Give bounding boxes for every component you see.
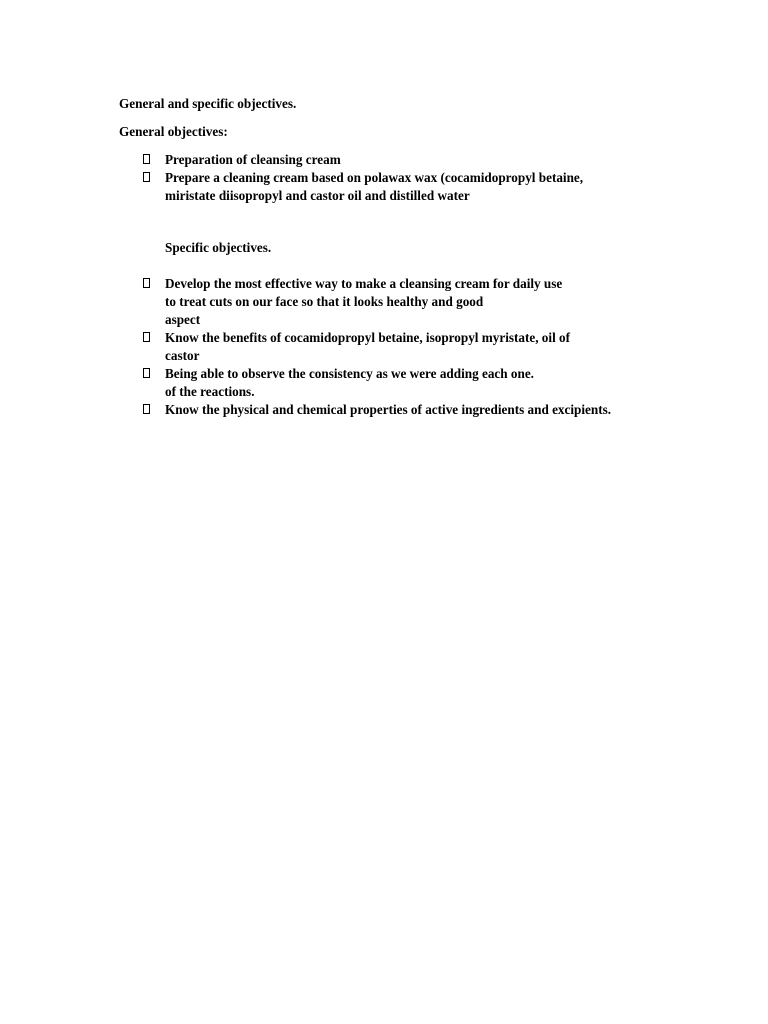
general-objectives-heading: General objectives: <box>119 124 228 139</box>
list-item <box>143 275 611 329</box>
list-item-text: miristate diisopropyl and castor oil and distilled water <box>165 188 470 203</box>
list-item-text: Develop the most effective way to make a cleansing cream for daily use <box>165 276 563 291</box>
square-bullet-icon <box>143 404 150 414</box>
list-item-text: Know the benefits of cocamidopropyl betaine, isopropyl myristate, oil of <box>165 330 571 345</box>
document-title: General and specific objectives. <box>119 96 297 111</box>
list-item <box>143 169 583 205</box>
list-item <box>143 401 611 419</box>
square-bullet-icon <box>143 368 150 378</box>
list-item <box>143 329 611 365</box>
list-item-text: Prepare a cleaning cream based on polawax wax (cocamidopropyl betaine, <box>165 170 584 185</box>
list-item-text: Being able to observe the consistency as we were adding each one. <box>165 366 534 381</box>
square-bullet-icon <box>143 172 150 182</box>
list-item-text: aspect <box>165 312 201 327</box>
list-item-text: Preparation of cleansing cream <box>165 152 341 167</box>
list-item-text: Know the physical and chemical properties of active ingredients and excipients. <box>165 402 612 417</box>
square-bullet-icon <box>143 278 150 288</box>
list-item <box>143 365 611 401</box>
general-objectives-list <box>143 151 583 205</box>
list-item-text: to treat cuts on our face so that it looks healthy and good <box>165 294 484 309</box>
list-item-text: of the reactions. <box>165 384 255 399</box>
specific-objectives-heading: Specific objectives. <box>165 240 272 255</box>
square-bullet-icon <box>143 154 150 164</box>
list-item-text: castor <box>165 348 200 363</box>
specific-objectives-list <box>143 275 611 419</box>
list-item <box>143 151 583 169</box>
square-bullet-icon <box>143 332 150 342</box>
